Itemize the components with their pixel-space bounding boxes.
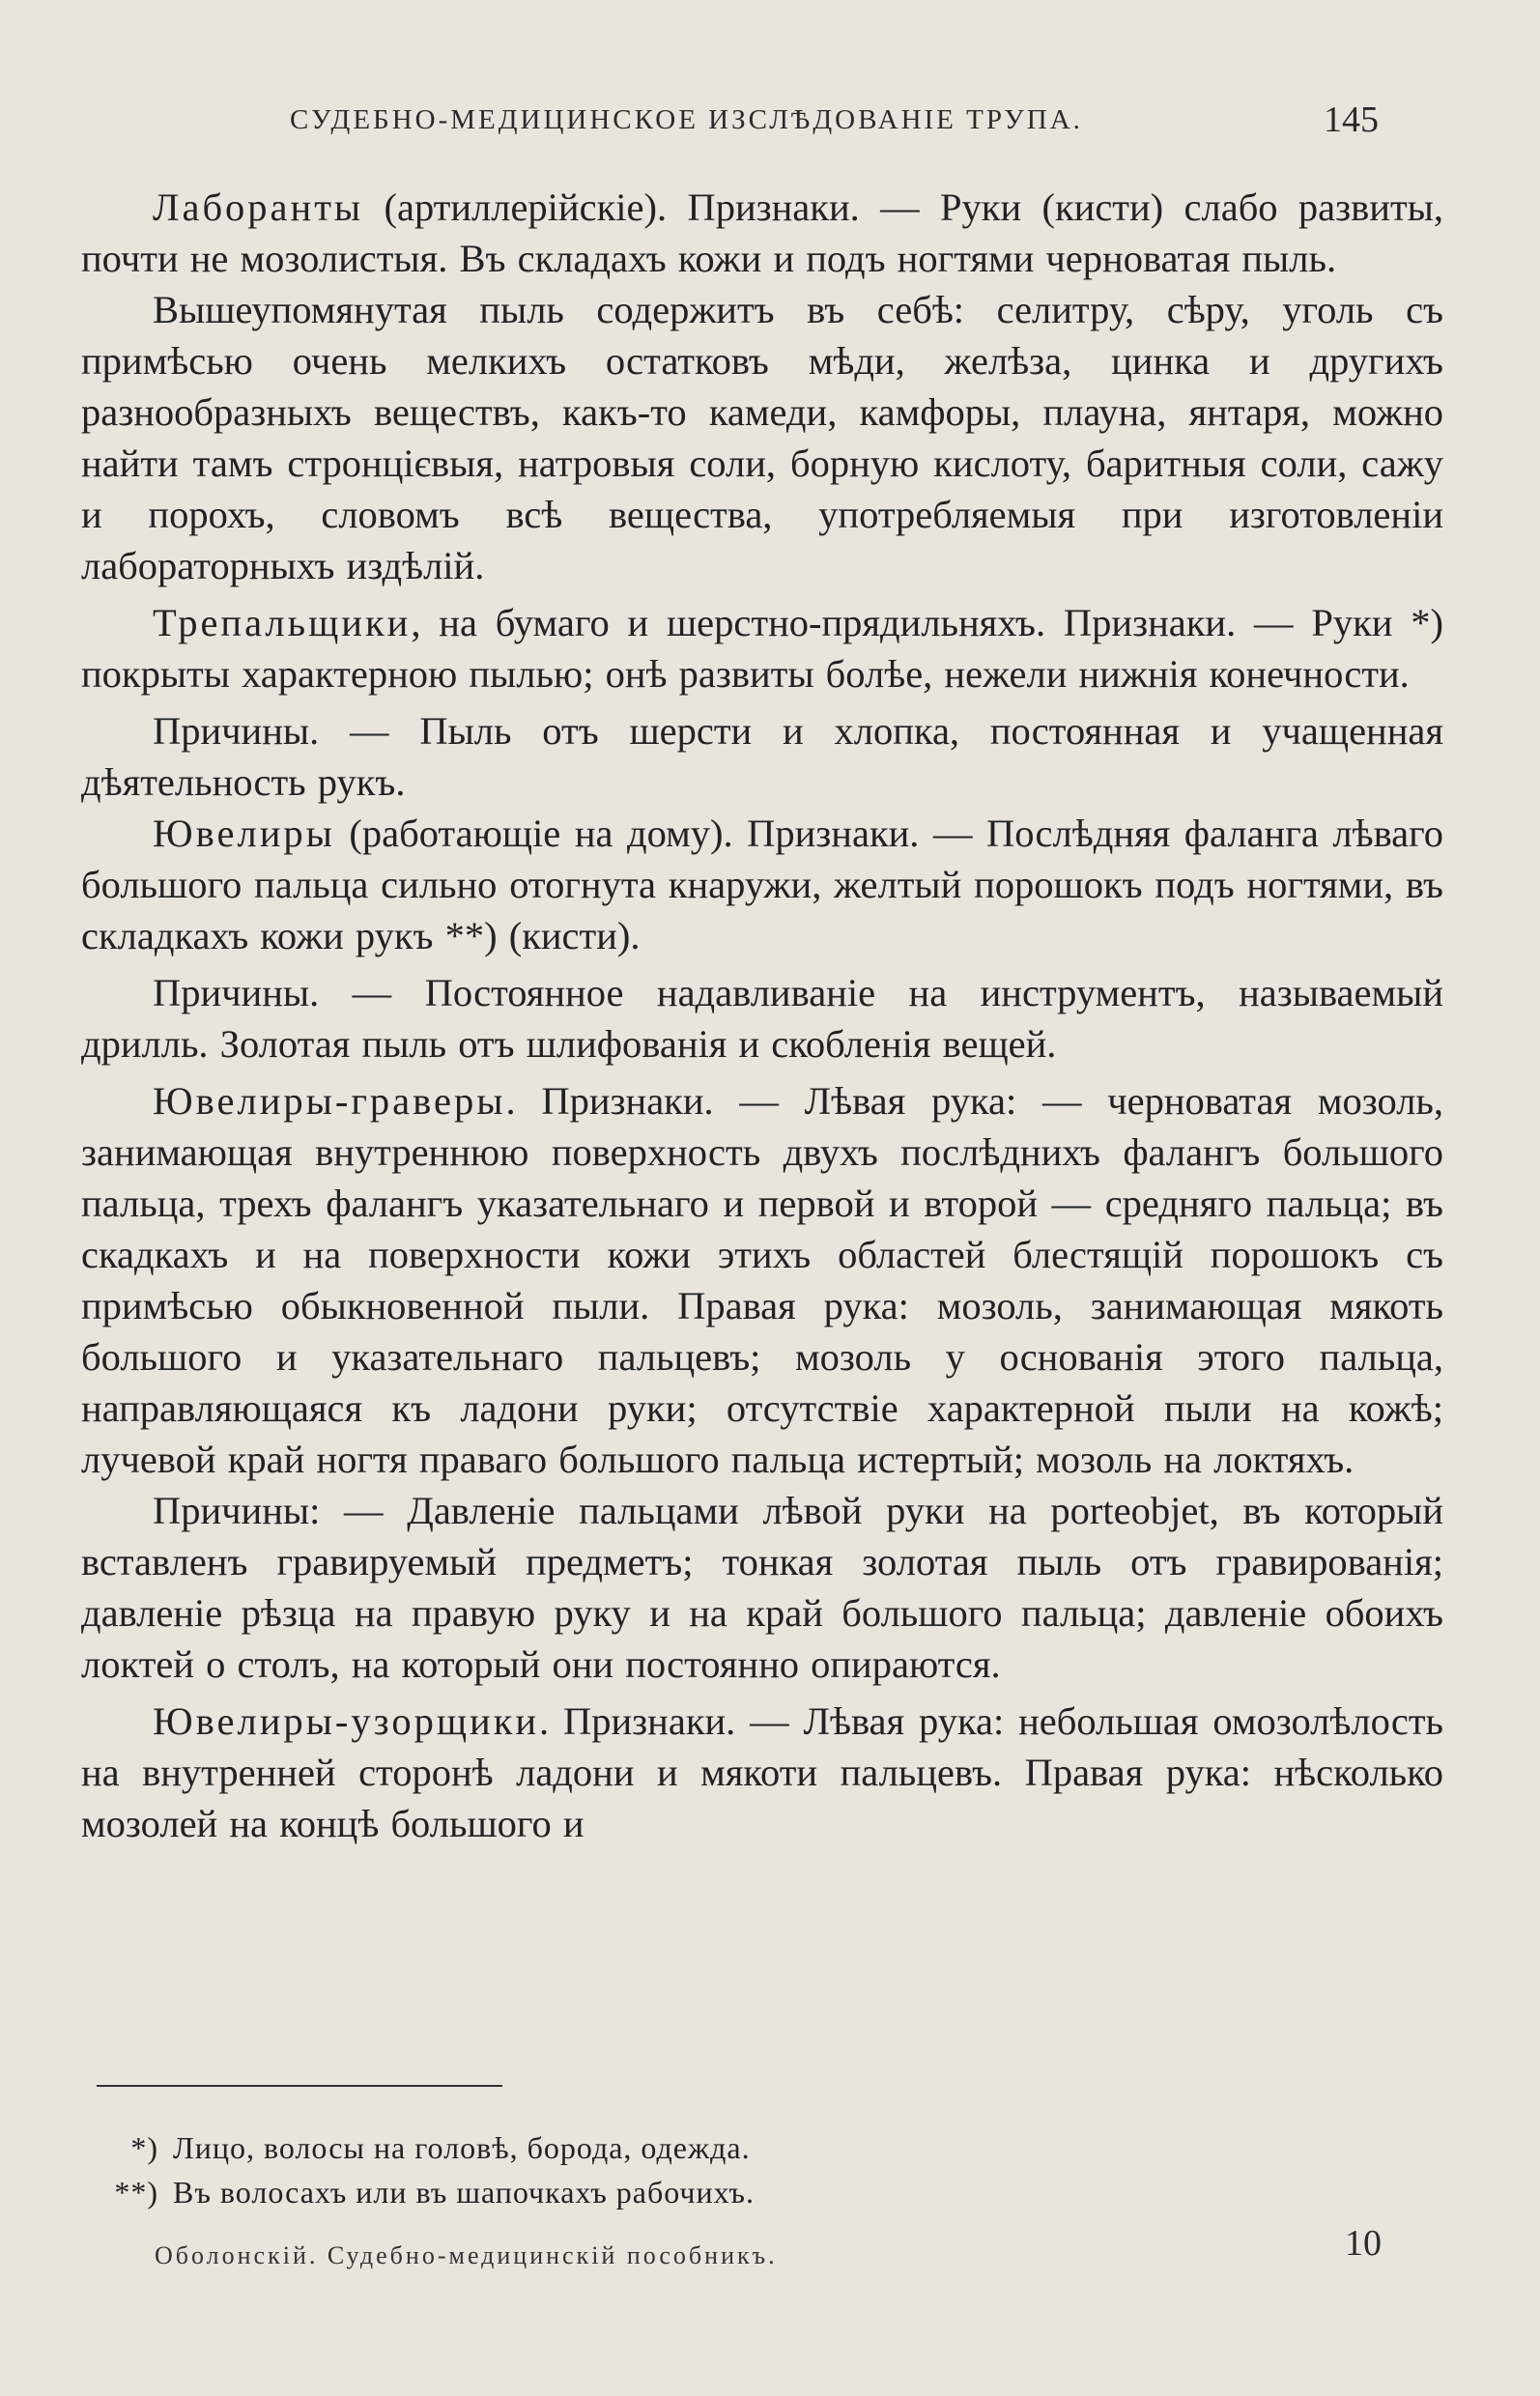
paragraph-lead-term: Ювелиры bbox=[153, 812, 335, 855]
paragraph bbox=[81, 808, 1443, 961]
paragraph-lead-term: Трепальщики bbox=[153, 601, 412, 644]
paragraph bbox=[81, 597, 1443, 699]
paragraph bbox=[81, 1485, 1443, 1690]
paragraph-lead-term: Ювелиры-узорщики bbox=[153, 1699, 540, 1743]
paragraph-lead-term: Ювелиры-граверы bbox=[153, 1079, 506, 1123]
footnote-text: Въ волосахъ или въ шапочкахъ рабочихъ. bbox=[173, 2175, 755, 2210]
footnote bbox=[97, 2125, 1353, 2170]
paragraph-text: Вышеупомянутая пыль содержитъ въ себѣ: селитру, сѣру, уголь съ примѣсью очень мелкихъ остатковъ мѣди, желѣза, цинка и другихъ разнообразныхъ веществъ, какъ-то камеди, камфоры, плауна, янтаря, можно найти тамъ стронцієвыя, натровыя соли, борную кислоту, баритныя соли, сажу и порохъ, словомъ всѣ вещества, употребляемыя при изготовленіи лабораторныхъ издѣлій. bbox=[81, 288, 1443, 587]
signature-number: 10 bbox=[1345, 2223, 1382, 2264]
paragraph-text: Причины. — Пыль отъ шерсти и хлопка, постоянная и учащенная дѣятельность рукъ. bbox=[81, 709, 1443, 804]
paragraph bbox=[81, 1075, 1443, 1485]
footnote-mark: **) bbox=[114, 2175, 158, 2210]
paragraph-text: Причины: — Давленіе пальцами лѣвой руки на porteobjet, въ который вставленъ гравируемый предметъ; тонкая золотая пыль отъ гравированія; давленіе рѣзца на правую руку и на край большого пальца; давленіе обоихъ локтей о столъ, на который они постоянно опираются. bbox=[81, 1489, 1443, 1686]
footnotes bbox=[97, 2125, 1353, 2214]
paragraph-text: (работающіе на дому). Признаки. — Послѣдняя фаланга лѣваго большого пальца сильно отогнута кнаружи, желтый порошокъ подъ ногтями, въ складкахъ кожи рукъ **) (кисти). bbox=[81, 812, 1443, 957]
paragraph bbox=[81, 284, 1443, 591]
paragraph-text: , на бумаго и шерстно-прядильняхъ. Признаки. — Руки *) покрыты характерною пылью; онѣ развиты болѣе, нежели нижнія конечности. bbox=[81, 601, 1443, 696]
paragraph bbox=[81, 705, 1443, 808]
paragraph-text: (артиллерійскіе). Признаки. — Руки (кисти) слабо развиты, почти не мозолистыя. Въ складахъ кожи и подъ ногтями черноватая пыль. bbox=[81, 185, 1443, 280]
footnote-divider bbox=[97, 2085, 502, 2087]
footnote bbox=[97, 2170, 1353, 2214]
paragraph bbox=[81, 1696, 1443, 1849]
page-number: 145 bbox=[1324, 100, 1379, 140]
footnote-text: Лицо, волосы на головѣ, борода, одежда. bbox=[173, 2130, 751, 2165]
body-text bbox=[81, 182, 1443, 1849]
bottom-line: Оболонскій. Судебно-медицинскій пособникъ. bbox=[155, 2241, 778, 2269]
paragraph-text: . Признаки. — Лѣвая рука: — черноватая мозоль, занимающая внутреннюю поверхность двухъ послѣднихъ фалангъ большого пальца, трехъ фалангъ указательнаго и первой и второй — средняго пальца; въ скадкахъ и на поверхности кожи этихъ областей блестящій порошокъ съ примѣсью обыкновенной пыли. Правая рука: мозоль, занимающая мякоть большого и указательнаго пальцевъ; мозоль у основанія этого пальца, направляющаяся къ ладони руки; отсутствіе характерной пыли на кожѣ; лучевой край ногтя праваго большого пальца истертый; мозоль на локтяхъ. bbox=[81, 1079, 1443, 1481]
running-title: СУДЕБНО-МЕДИЦИНСКОЕ ИЗСЛѢДОВАНІЕ ТРУПА. bbox=[290, 104, 1083, 135]
paragraph-text: Причины. — Постоянное надавливаніе на инструментъ, называемый дрилль. Золотая пыль отъ шлифованія и скобленія вещей. bbox=[81, 971, 1443, 1066]
paragraph bbox=[81, 182, 1443, 284]
paragraph-lead-term: Лаборанты bbox=[153, 185, 364, 229]
footnote-mark: *) bbox=[130, 2130, 158, 2165]
paragraph bbox=[81, 967, 1443, 1070]
paragraph-text: . Признаки. — Лѣвая рука: небольшая омозолѣлость на внутренней сторонѣ ладони и мякоти пальцевъ. Правая рука: нѣсколько мозолей на концѣ большого и bbox=[81, 1699, 1443, 1845]
